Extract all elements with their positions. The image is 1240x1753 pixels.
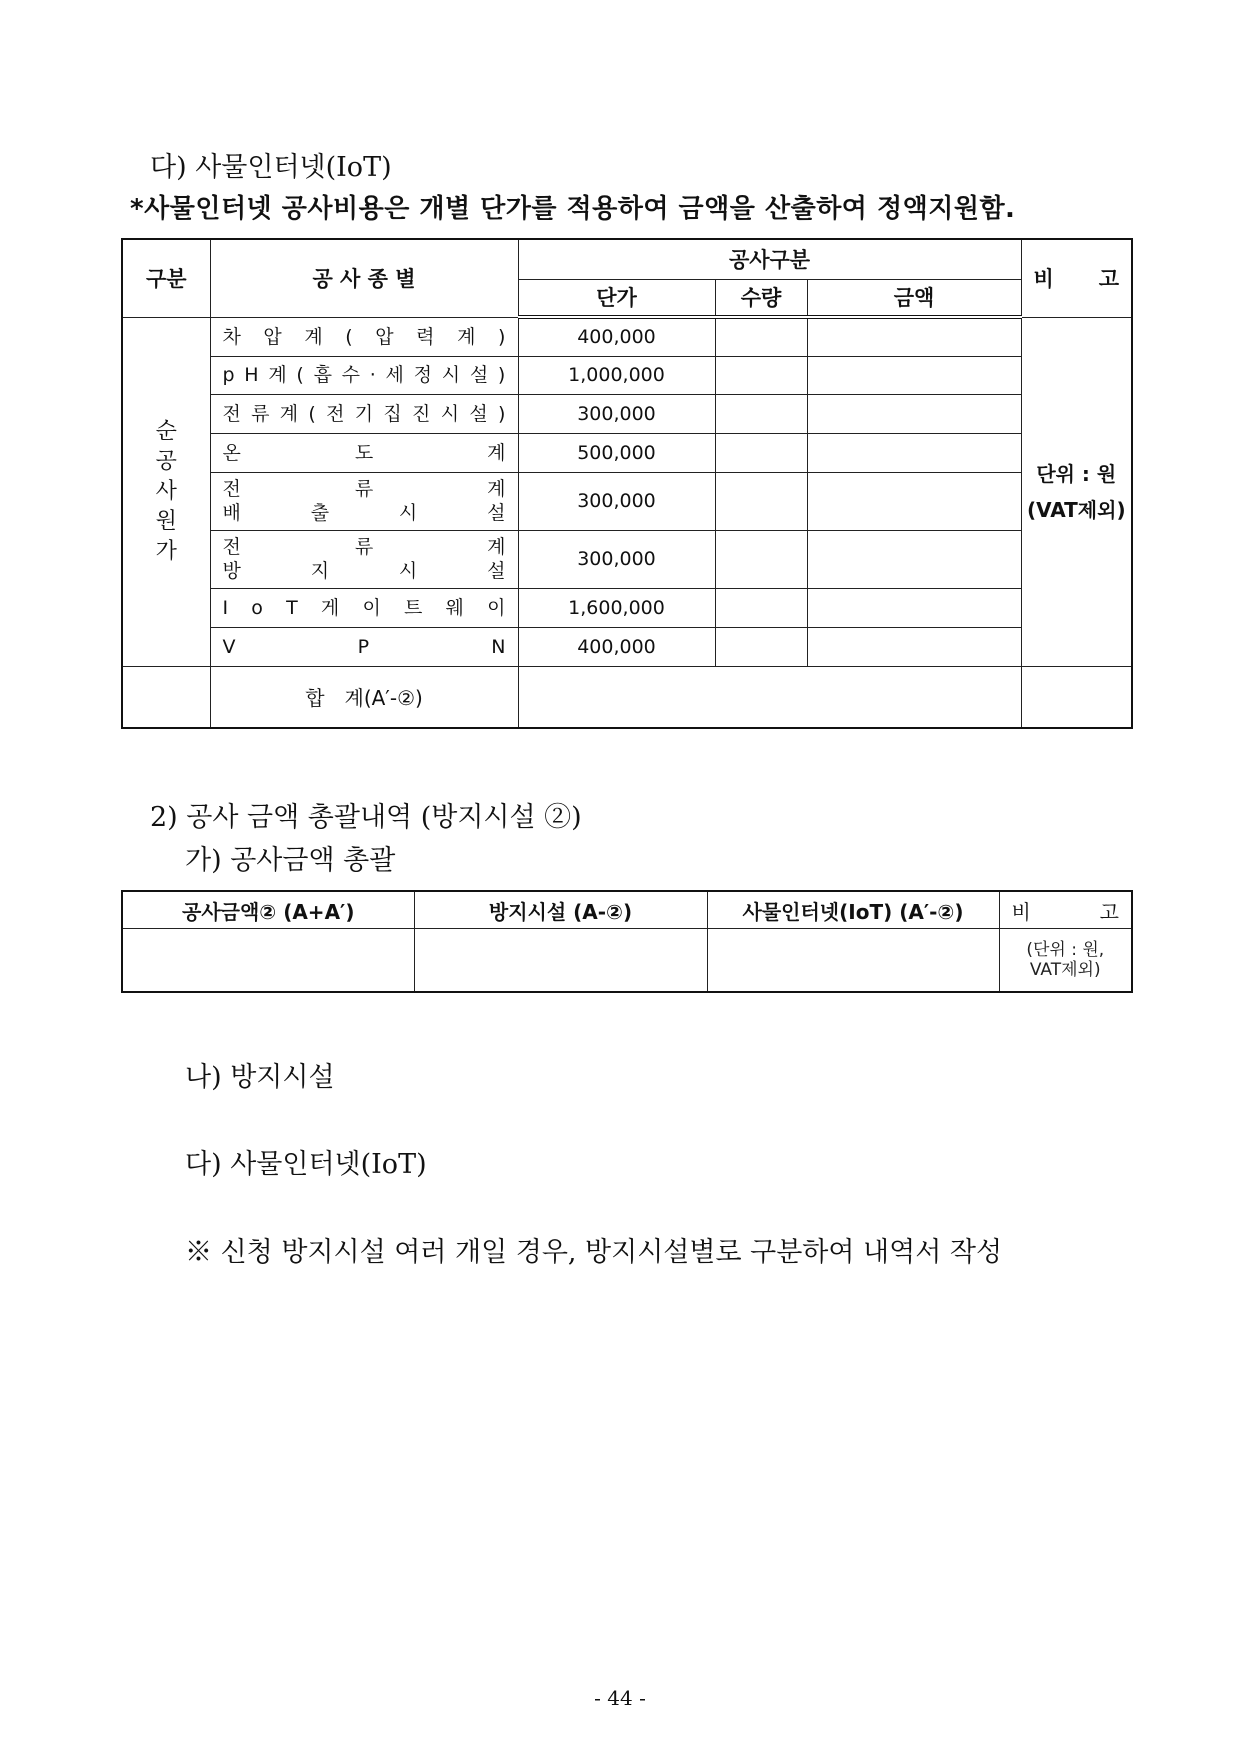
subsection-c-title: 다) 사물인터넷(IoT) — [185, 1149, 427, 1180]
subsection-b-title: 나) 방지시설 — [185, 1062, 335, 1093]
table-row — [122, 530, 1132, 588]
item-name-cell: p H 계 ( 흡 수 · 세 정 시 설 ) — [210, 356, 518, 394]
page-number: - 44 - — [594, 1686, 646, 1710]
table-row — [122, 472, 1132, 530]
qty-cell — [715, 433, 807, 472]
total-side-cell — [122, 666, 210, 728]
qty-cell — [715, 627, 807, 666]
side-label-cell: 순 공 사 원 가 — [122, 317, 210, 666]
total-row — [122, 666, 1132, 728]
item-name-cell: 전 류 계 배 출 시 설 — [210, 472, 518, 530]
amount-cell — [807, 588, 1021, 627]
table-row — [122, 433, 1132, 472]
item-name-cell: 차 압 계 ( 압 력 계 ) — [210, 317, 518, 356]
col-remark-header: 비 고 — [1021, 239, 1132, 317]
qty-cell — [715, 356, 807, 394]
summary-col-iot: 사물인터넷(IoT) (A′-②) — [707, 891, 999, 929]
qty-cell — [715, 588, 807, 627]
table-row — [122, 627, 1132, 666]
item-name-cell: I o T 게 이 트 웨 이 — [210, 588, 518, 627]
summary-cell-facility — [414, 929, 707, 993]
total-remark-cell — [1021, 666, 1132, 728]
amount-cell — [807, 317, 1021, 356]
summary-cell-iot — [707, 929, 999, 993]
summary-cell-remark — [999, 929, 1132, 993]
summary-col-facility: 방지시설 (A-②) — [414, 891, 707, 929]
qty-cell — [715, 530, 807, 588]
amount-cell — [807, 472, 1021, 530]
summary-col-total: 공사금액② (A+A′) — [122, 891, 414, 929]
amount-cell — [807, 394, 1021, 433]
unit-price-cell: 1,000,000 — [518, 356, 715, 394]
item-name-cell: V P N — [210, 627, 518, 666]
section-title: 다) 사물인터넷(IoT) — [150, 152, 392, 183]
summary-remark-line2: VAT제외) — [1029, 960, 1101, 980]
unit-price-cell: 400,000 — [518, 317, 715, 356]
unit-price-cell: 300,000 — [518, 472, 715, 530]
col-qty-header: 수량 — [715, 279, 807, 317]
table-row — [122, 356, 1132, 394]
note-text: *사물인터넷 공사비용은 개별 단가를 적용하여 금액을 산출하여 정액지원함. — [130, 194, 1016, 224]
qty-cell — [715, 394, 807, 433]
col-amount-header: 금액 — [807, 279, 1021, 317]
total-value-cell — [518, 666, 1021, 728]
summary-cell-total — [122, 929, 414, 993]
col-type-header: 공 사 종 별 — [210, 239, 518, 317]
amount-cell — [807, 530, 1021, 588]
qty-cell — [715, 317, 807, 356]
subsection-2-title: 2) 공사 금액 총괄내역 (방지시설 ②) — [150, 802, 582, 833]
col-gubun-header: 구분 — [122, 239, 210, 317]
remark-cell: 단위 : 원 (VAT제외) — [1021, 317, 1132, 666]
summary-col-remark: 비 고 — [999, 891, 1132, 929]
table-row — [122, 317, 1132, 356]
item-name-cell: 전 류 계 ( 전 기 집 진 시 설 ) — [210, 394, 518, 433]
table-row — [122, 588, 1132, 627]
unit-price-cell: 300,000 — [518, 394, 715, 433]
col-unit-price-header: 단가 — [518, 279, 715, 317]
unit-price-cell: 1,600,000 — [518, 588, 715, 627]
summary-remark-line1: (단위 : 원, — [1026, 940, 1105, 960]
summary-table — [121, 890, 1133, 993]
iot-cost-table — [121, 238, 1133, 729]
unit-price-cell: 500,000 — [518, 433, 715, 472]
total-label-cell: 합 계(A′-②) — [210, 666, 518, 728]
item-name-cell: 온 도 계 — [210, 433, 518, 472]
table-row — [122, 394, 1132, 433]
item-name-cell: 전 류 계 방 지 시 설 — [210, 530, 518, 588]
amount-cell — [807, 356, 1021, 394]
unit-price-cell: 400,000 — [518, 627, 715, 666]
subsection-2a-title: 가) 공사금액 총괄 — [185, 845, 396, 876]
unit-price-cell: 300,000 — [518, 530, 715, 588]
qty-cell — [715, 472, 807, 530]
amount-cell — [807, 627, 1021, 666]
footnote: ※ 신청 방지시설 여러 개일 경우, 방지시설별로 구분하여 내역서 작성 — [185, 1237, 1003, 1268]
amount-cell — [807, 433, 1021, 472]
col-group-header: 공사구분 — [518, 239, 1021, 279]
